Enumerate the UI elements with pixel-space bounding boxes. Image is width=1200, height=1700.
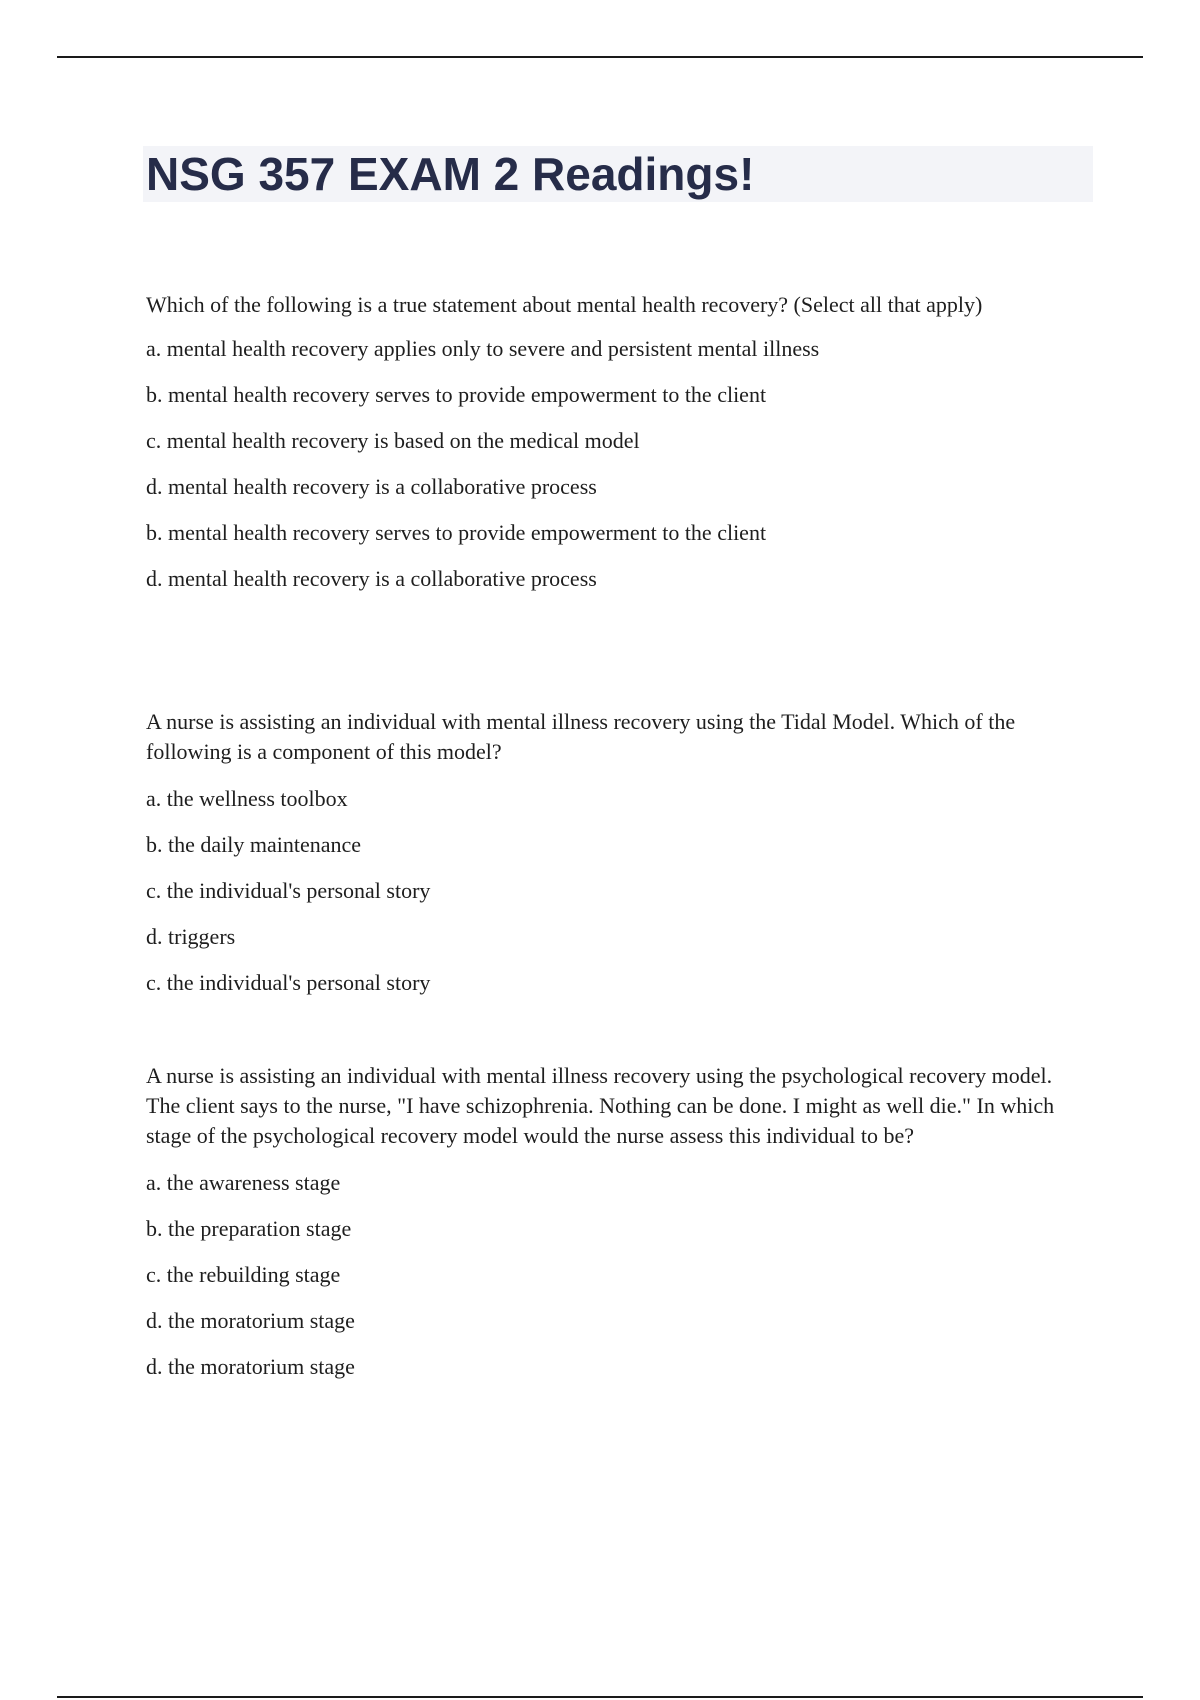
question-1-option-b: b. mental health recovery serves to provide empowerment to the client (146, 382, 767, 407)
question-3-option-c: c. the rebuilding stage (146, 1262, 341, 1287)
bottom-rule (57, 1696, 1143, 1698)
document-title: NSG 357 EXAM 2 Readings! (146, 148, 755, 200)
question-1-answer-2: d. mental health recovery is a collaborative process (146, 566, 597, 591)
question-2-option-d: d. triggers (146, 924, 236, 949)
question-1-prompt: Which of the following is a true statement about mental health recovery? (Select all that apply) (146, 292, 983, 317)
question-1-option-a: a. mental health recovery applies only to severe and persistent mental illness (146, 336, 820, 361)
question-1-answer-1: b. mental health recovery serves to provide empowerment to the client (146, 520, 767, 545)
question-3-option-a: a. the awareness stage (146, 1170, 341, 1195)
question-2-answer-1: c. the individual's personal story (146, 970, 431, 995)
question-2-option-b: b. the daily maintenance (146, 832, 362, 857)
question-2 (146, 707, 1086, 1006)
question-1-option-c: c. mental health recovery is based on the medical model (146, 428, 640, 453)
question-1-option-d: d. mental health recovery is a collaborative process (146, 474, 597, 499)
question-3-answer-1: d. the moratorium stage (146, 1354, 355, 1379)
question-3-option-b: b. the preparation stage (146, 1216, 352, 1241)
question-3-prompt: A nurse is assisting an individual with mental illness recovery using the psychological recovery model. The client says to the nurse, "I have schizophrenia. Nothing can be done. I might as well die." In which stage of the psychological recovery model would the nurse assess this individual to be? (146, 1063, 1055, 1148)
question-3 (146, 1061, 1086, 1390)
question-2-prompt: A nurse is assisting an individual with mental illness recovery using the Tidal Model. Which of the following is a component of this model? (146, 709, 1016, 764)
top-rule (57, 56, 1143, 58)
question-1 (146, 290, 1086, 602)
question-3-option-d: d. the moratorium stage (146, 1308, 355, 1333)
question-2-option-c: c. the individual's personal story (146, 878, 431, 903)
question-2-option-a: a. the wellness toolbox (146, 786, 348, 811)
